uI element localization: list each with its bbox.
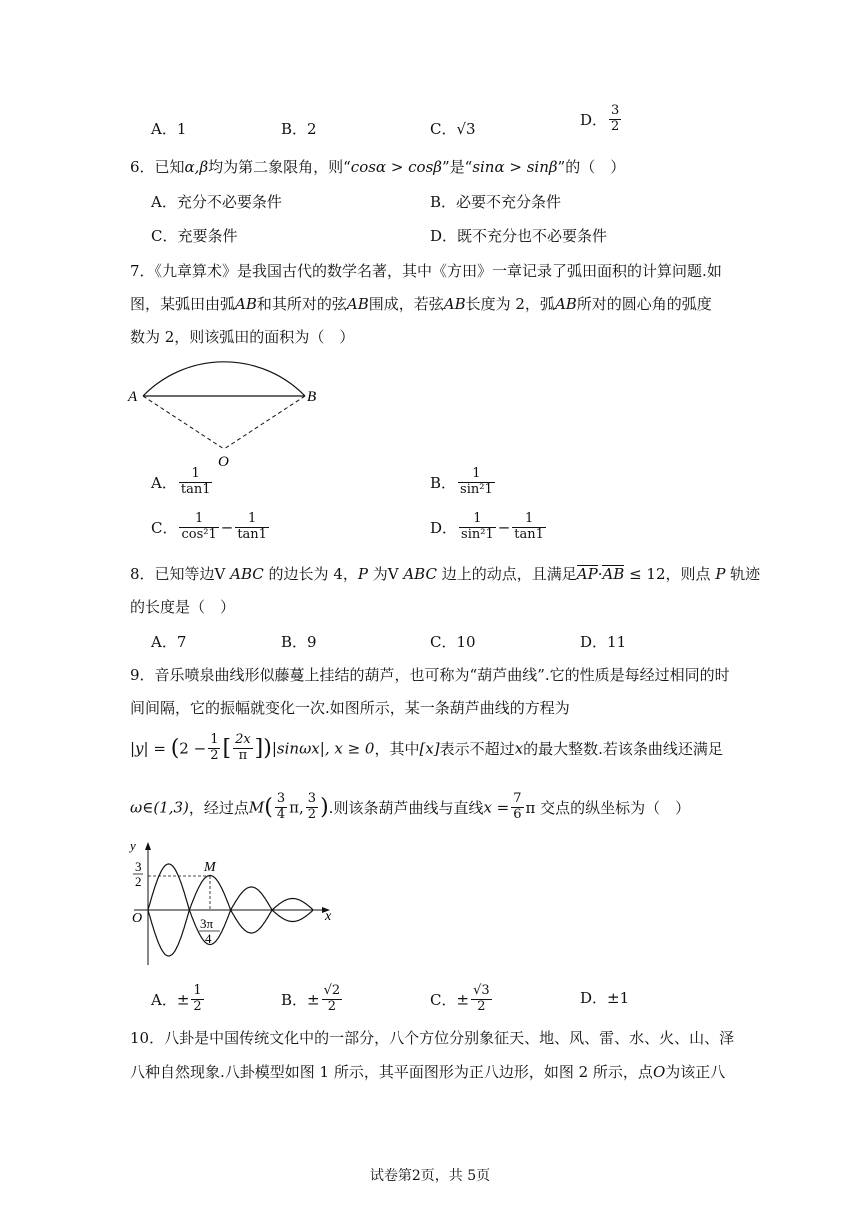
fig-y-label: y	[130, 840, 136, 853]
q9-line-2: 间间隔，它的振幅就变化一次.如图所示，某一条葫芦曲线的方程为	[130, 699, 570, 717]
q5-option-a: A．1	[151, 120, 187, 138]
fig-3pi-label: 3π	[200, 916, 214, 931]
curve-negative	[148, 876, 313, 957]
q7-line-2: 图，某弧田由弧AB和其所对的弦AB围成，若弦AB长度为 2，弧AB所对的圆心角的弧度	[130, 295, 712, 313]
q7-option-a: A． $\frac{1}{\tan 1}$	[151, 466, 211, 497]
q9-line-1: 9．音乐喷泉曲线形似藤蔓上挂结的葫芦，也可称为“葫芦曲线”.它的性质是每经过相同的时	[130, 666, 730, 684]
q5-option-b: B．2	[281, 120, 317, 138]
label-a: A	[128, 389, 138, 405]
curve-positive	[148, 864, 313, 945]
fig-two-label: 2	[135, 874, 142, 889]
q9-option-d: D．±1	[580, 989, 630, 1007]
q6-option-d: D．既不充分也不必要条件	[430, 227, 608, 245]
fig-o-label: O	[132, 911, 143, 926]
page-footer: 试卷第2页，共 5页	[369, 1168, 491, 1184]
q8-option-d: D．11	[580, 633, 627, 651]
label-b: B	[307, 389, 317, 405]
q7-line-1: 7．《九章算术》是我国古代的数学名著，其中《方田》一章记录了弧田面积的计算问题.如	[130, 262, 722, 280]
q9-option-b: B．± $\frac{√2}{2}$	[281, 983, 341, 1014]
q9-figure	[128, 840, 343, 970]
q7-option-d: D． $\frac{1}{\text{sin²1}}$ − $\frac{1}{\tan 1}$	[430, 511, 544, 542]
q6-option-a: A．充分不必要条件	[151, 193, 282, 211]
q6-option-c: C．充要条件	[151, 227, 238, 245]
q7-option-c: C． $\frac{1}{\text{cos²1}}$ − $\frac{1}{\tan 1}$	[151, 511, 267, 542]
q9-equation-line: |y| = (2 − $\frac{1}{2}$ [ $\frac{2x}{\pi}$ ])|sinωx|, x ≥ 0，其中[x]表示不超过x的最大整数.若该条曲线还满足	[130, 732, 723, 763]
q9-option-a: A．± $\frac{1}{2}$	[151, 983, 202, 1014]
fig-x-label: x	[325, 909, 332, 924]
q6-option-b: B．必要不充分条件	[430, 193, 562, 211]
q7-option-b: B． $\frac{1}{\text{sin²1}}$	[430, 466, 493, 497]
q8-option-c: C．10	[430, 633, 476, 651]
q6-stem: 6．已知α,β均为第二象限角，则“cosα > cosβ”是“sinα > sinβ”的（ ）	[130, 158, 626, 176]
radius-oa	[143, 396, 224, 449]
q8-option-a: A．7	[151, 633, 187, 651]
label-o: O	[218, 454, 229, 470]
radius-ob	[224, 396, 305, 449]
q7-line-3: 数为 2，则该弧田的面积为（ ）	[130, 328, 355, 346]
y-arrow-icon	[145, 842, 151, 850]
q8-line-1: 8．已知等边V ABC 的边长为 4，P 为V ABC 边上的动点，且满足AP·AB ≤ 12，则点 P 轨迹	[130, 565, 761, 583]
q9-line-4: ω∈(1,3)，经过点M( $\frac{3}{4}$ π, $\frac{3}{2}$ ).则该条葫芦曲线与直线x = $\frac{7}{6}$ π 交点的纵坐标为（ ）	[130, 791, 691, 822]
arc-ab	[143, 362, 305, 396]
q10-line-2: 八种自然现象.八卦模型如图 1 所示，其平面图形为正八边形，如图 2 所示，点O为该正八	[130, 1063, 726, 1081]
fig-three-label: 3	[135, 859, 142, 874]
fig-four-label: 4	[205, 931, 212, 946]
q8-option-b: B．9	[281, 633, 317, 651]
q5-option-c: C．√3	[430, 120, 476, 138]
q9-option-c: C．± $\frac{√3}{2}$	[430, 983, 490, 1014]
q5-option-d: D． $\frac{3}{2}$	[580, 103, 620, 134]
q8-line-2: 的长度是（ ）	[130, 598, 236, 616]
fig-m-label: M	[204, 860, 216, 875]
q10-line-1: 10．八卦是中国传统文化中的一部分，八个方位分别象征天、地、风、雷、水、火、山、泽	[130, 1029, 735, 1047]
q7-figure	[125, 345, 335, 470]
